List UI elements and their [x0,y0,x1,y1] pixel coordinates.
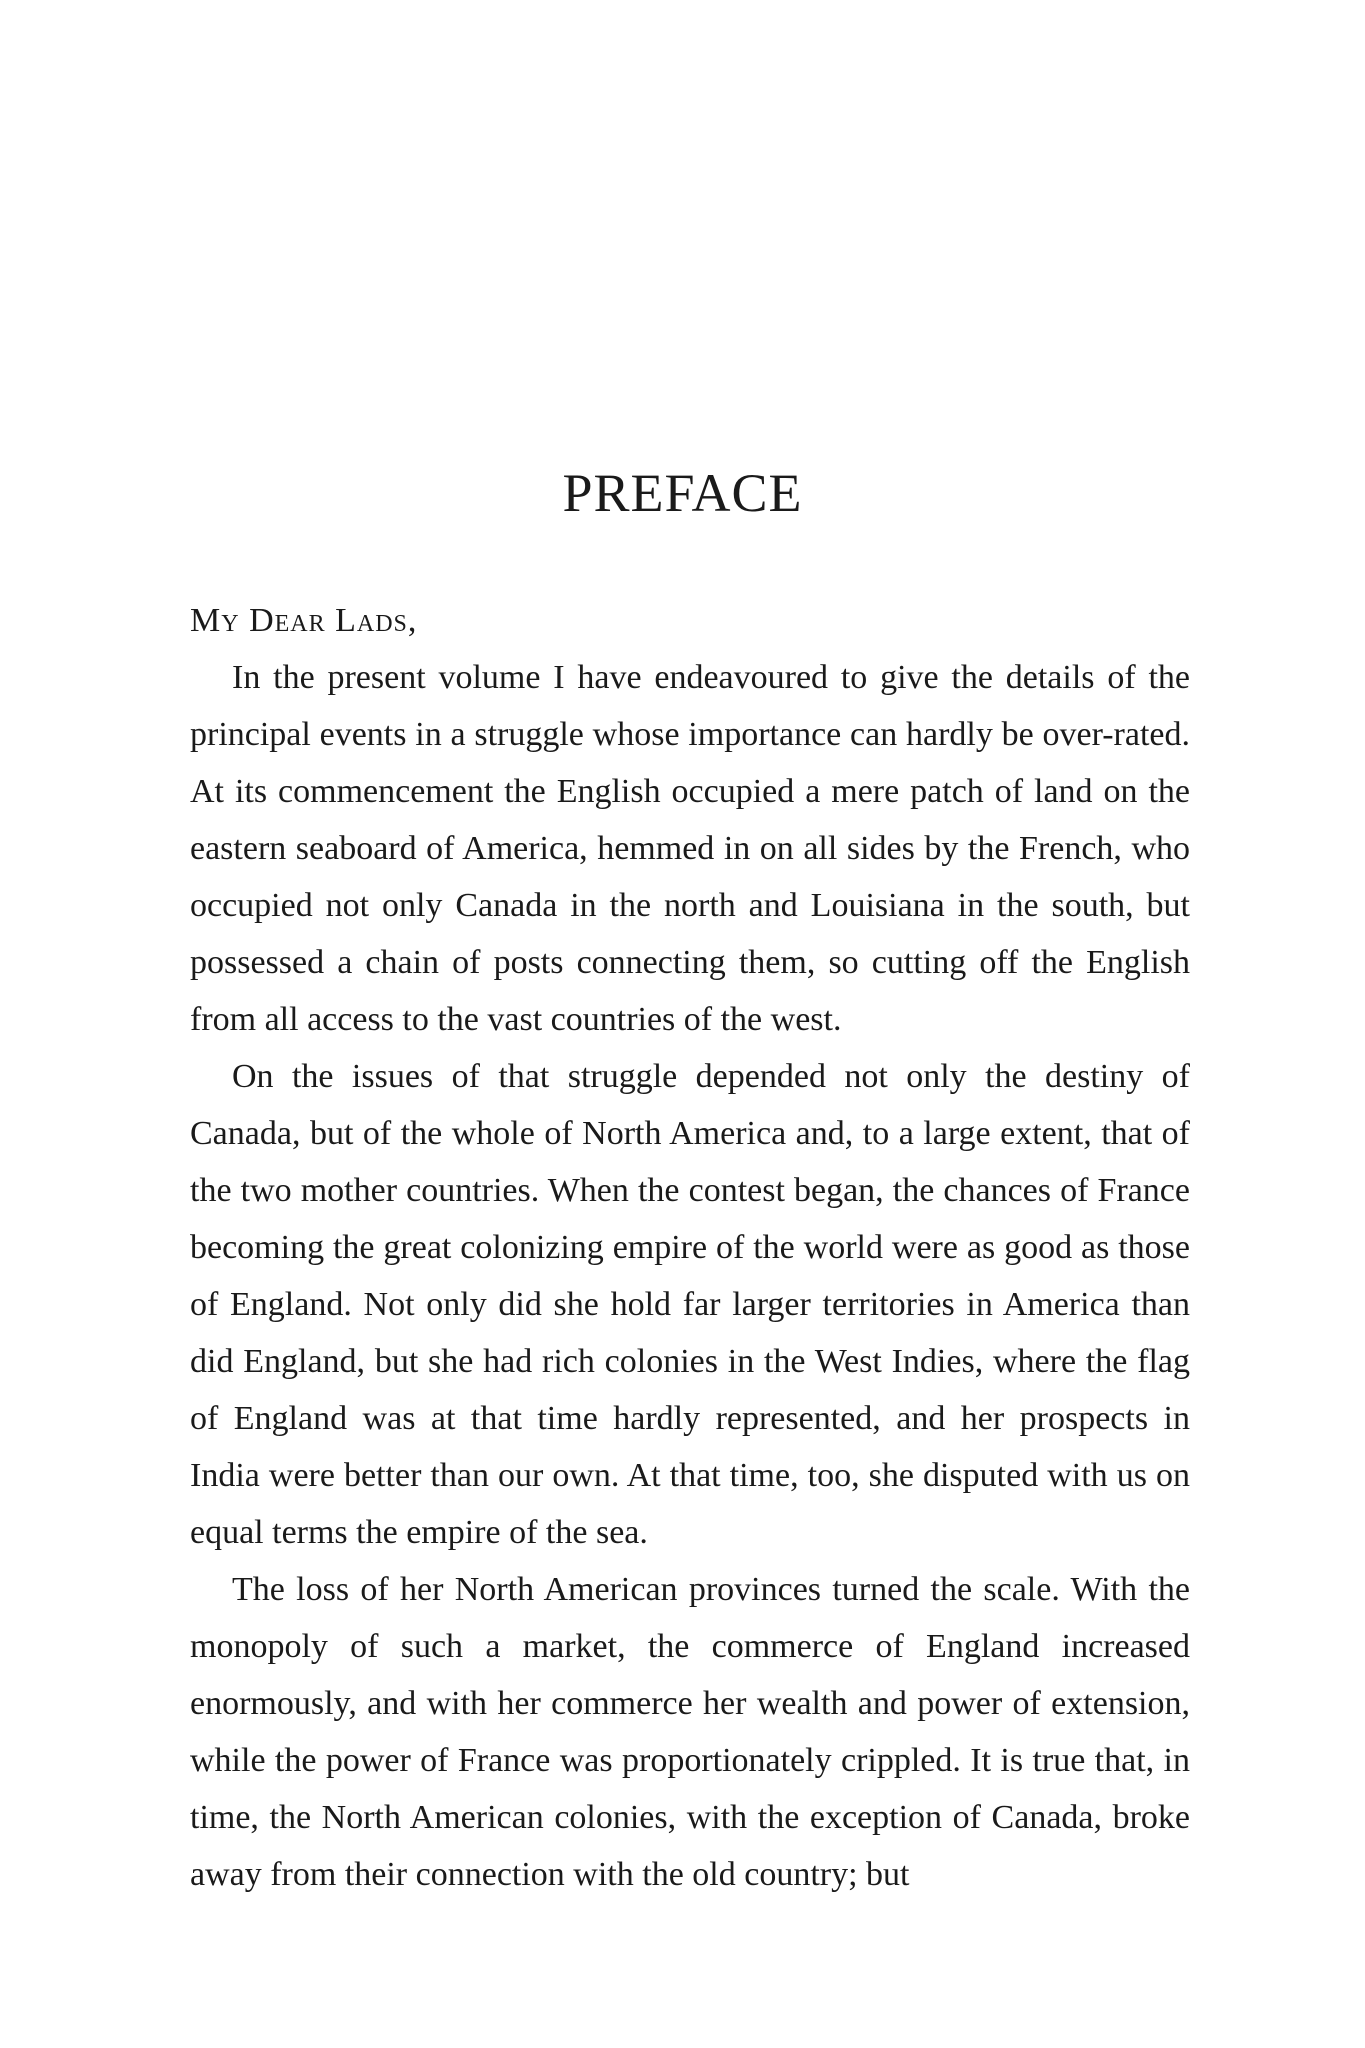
page-title: PREFACE [562,463,803,523]
paragraph-2: On the issues of that struggle depended not only the destiny of Canada, but of the whole of North America and, to a large extent, that of the two mother countries. When the contest began, the chances of France becoming the great colonizing empire of the world were as good as those of England. Not only did she hold far larger territories in America than did England, but she had rich colonies in the West Indies, where the flag of England was at that time hardly represented, and her prospects in India were better than our own. At that time, too, she disputed with us on equal terms the empire of the sea. [190,1058,1190,1551]
paragraph-1: In the present volume I have endeavoured to give the details of the principal events in a struggle whose importance can hardly be over-rated. At its commencement the English occupied a mere patch of land on the eastern seaboard of America, hemmed in on all sides by the French, who occupied not only Canada in the north and Louisiana in the south, but possessed a chain of posts connecting them, so cutting off the English from all access to the vast countries of the west. [190,659,1190,1038]
salutation: My Dear Lads, [190,602,418,639]
preface-body [190,592,1190,1903]
paragraph-3: The loss of her North American provinces turned the scale. With the monopoly of such a market, the commerce of England increased enormously, and with her commerce her wealth and power of extension, while the power of France was proportionately crippled. It is true that, in time, the North American colonies, with the exception of Canada, broke away from their connection with the old country; but [190,1571,1190,1893]
